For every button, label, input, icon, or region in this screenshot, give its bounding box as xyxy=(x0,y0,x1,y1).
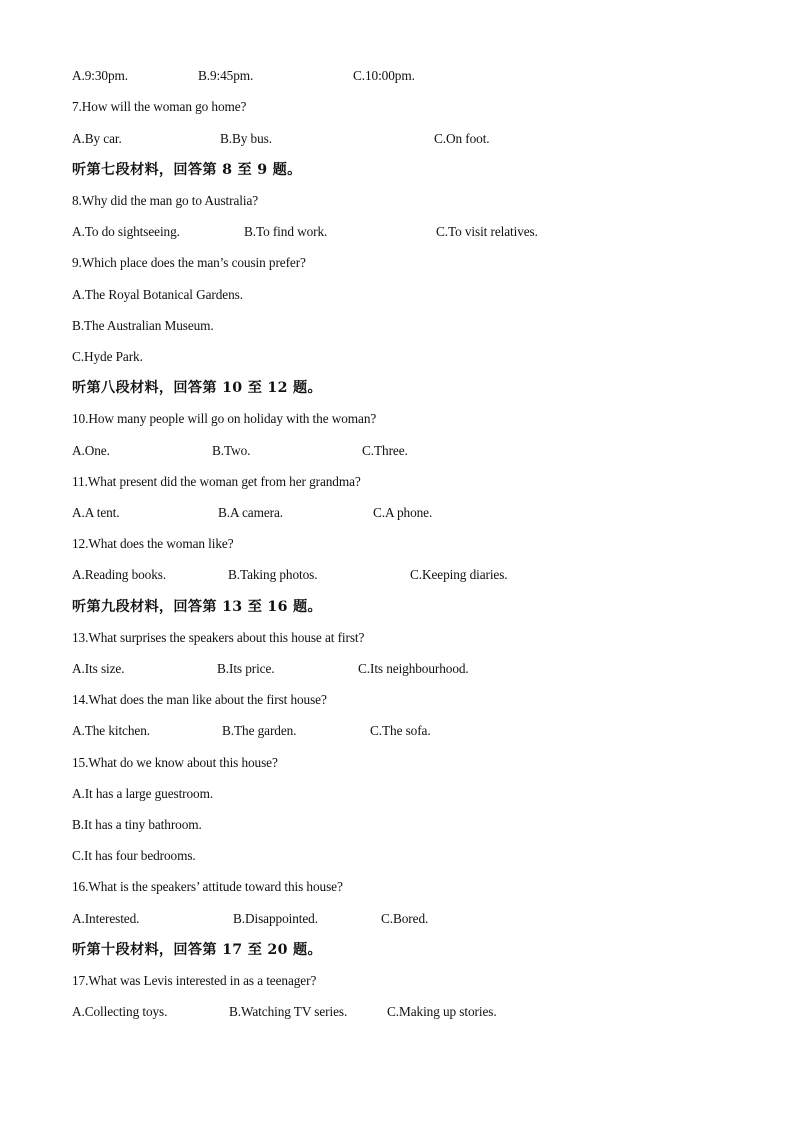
question-9: 9.Which place does the man’s cousin prefer? xyxy=(72,255,306,270)
option-c: C.Bored. xyxy=(381,911,429,926)
question-10: 10.How many people will go on holiday with the woman? xyxy=(72,411,377,426)
option-c: C.To visit relatives. xyxy=(436,224,538,239)
option-b: B.The garden. xyxy=(222,723,297,738)
question-8: 8.Why did the man go to Australia? xyxy=(72,193,259,208)
option-c: C.Making up stories. xyxy=(387,1004,497,1019)
question-12: 12.What does the woman like? xyxy=(72,536,234,551)
option-c: C.Keeping diaries. xyxy=(410,567,508,582)
option-a: A.One. xyxy=(72,443,110,458)
option-a: A.The kitchen. xyxy=(72,723,150,738)
option-a: A.By car. xyxy=(72,131,122,146)
option-b: B.The Australian Museum. xyxy=(72,318,214,333)
option-c: C.Hyde Park. xyxy=(72,349,143,364)
option-a: A.To do sightseeing. xyxy=(72,224,180,239)
option-b: B.A camera. xyxy=(218,505,283,520)
option-b: B.Its price. xyxy=(217,661,275,676)
section-heading: 听第八段材料，回答第 10 至 12 题。 xyxy=(72,380,322,396)
option-c: C.A phone. xyxy=(373,505,433,520)
question-7: 7.How will the woman go home? xyxy=(72,99,247,114)
option-b: B.It has a tiny bathroom. xyxy=(72,817,202,832)
option-b: B.Watching TV series. xyxy=(229,1004,348,1019)
question-15: 15.What do we know about this house? xyxy=(72,755,278,770)
option-b: B.Two. xyxy=(212,443,251,458)
option-c: C.The sofa. xyxy=(370,723,431,738)
section-heading: 听第十段材料，回答第 17 至 20 题。 xyxy=(72,942,322,958)
question-17: 17.What was Levis interested in as a teenager? xyxy=(72,973,317,988)
section-heading: 听第七段材料，回答第 8 至 9 题。 xyxy=(72,162,302,178)
option-c: C.Its neighbourhood. xyxy=(358,661,469,676)
question-16: 16.What is the speakers’ attitude toward this house? xyxy=(72,879,343,894)
option-a: A.Interested. xyxy=(72,911,140,926)
option-b: B.Disappointed. xyxy=(233,911,318,926)
option-a: A.9:30pm. xyxy=(72,68,128,83)
option-b: B.By bus. xyxy=(220,131,272,146)
question-11: 11.What present did the woman get from her grandma? xyxy=(72,474,361,489)
option-b: B.To find work. xyxy=(244,224,328,239)
option-a: A.Reading books. xyxy=(72,567,167,582)
option-a: A.Its size. xyxy=(72,661,125,676)
option-a: A.It has a large guestroom. xyxy=(72,786,214,801)
section-heading: 听第九段材料，回答第 13 至 16 题。 xyxy=(72,599,322,615)
option-c: C.10:00pm. xyxy=(353,68,415,83)
option-a: A.A tent. xyxy=(72,505,120,520)
option-c: C.Three. xyxy=(362,443,408,458)
option-c: C.On foot. xyxy=(434,131,490,146)
option-c: C.It has four bedrooms. xyxy=(72,848,196,863)
option-a: A.The Royal Botanical Gardens. xyxy=(72,287,243,302)
question-13: 13.What surprises the speakers about this house at first? xyxy=(72,630,365,645)
question-14: 14.What does the man like about the first house? xyxy=(72,692,327,707)
option-b: B.Taking photos. xyxy=(228,567,318,582)
option-a: A.Collecting toys. xyxy=(72,1004,168,1019)
option-b: B.9:45pm. xyxy=(198,68,254,83)
